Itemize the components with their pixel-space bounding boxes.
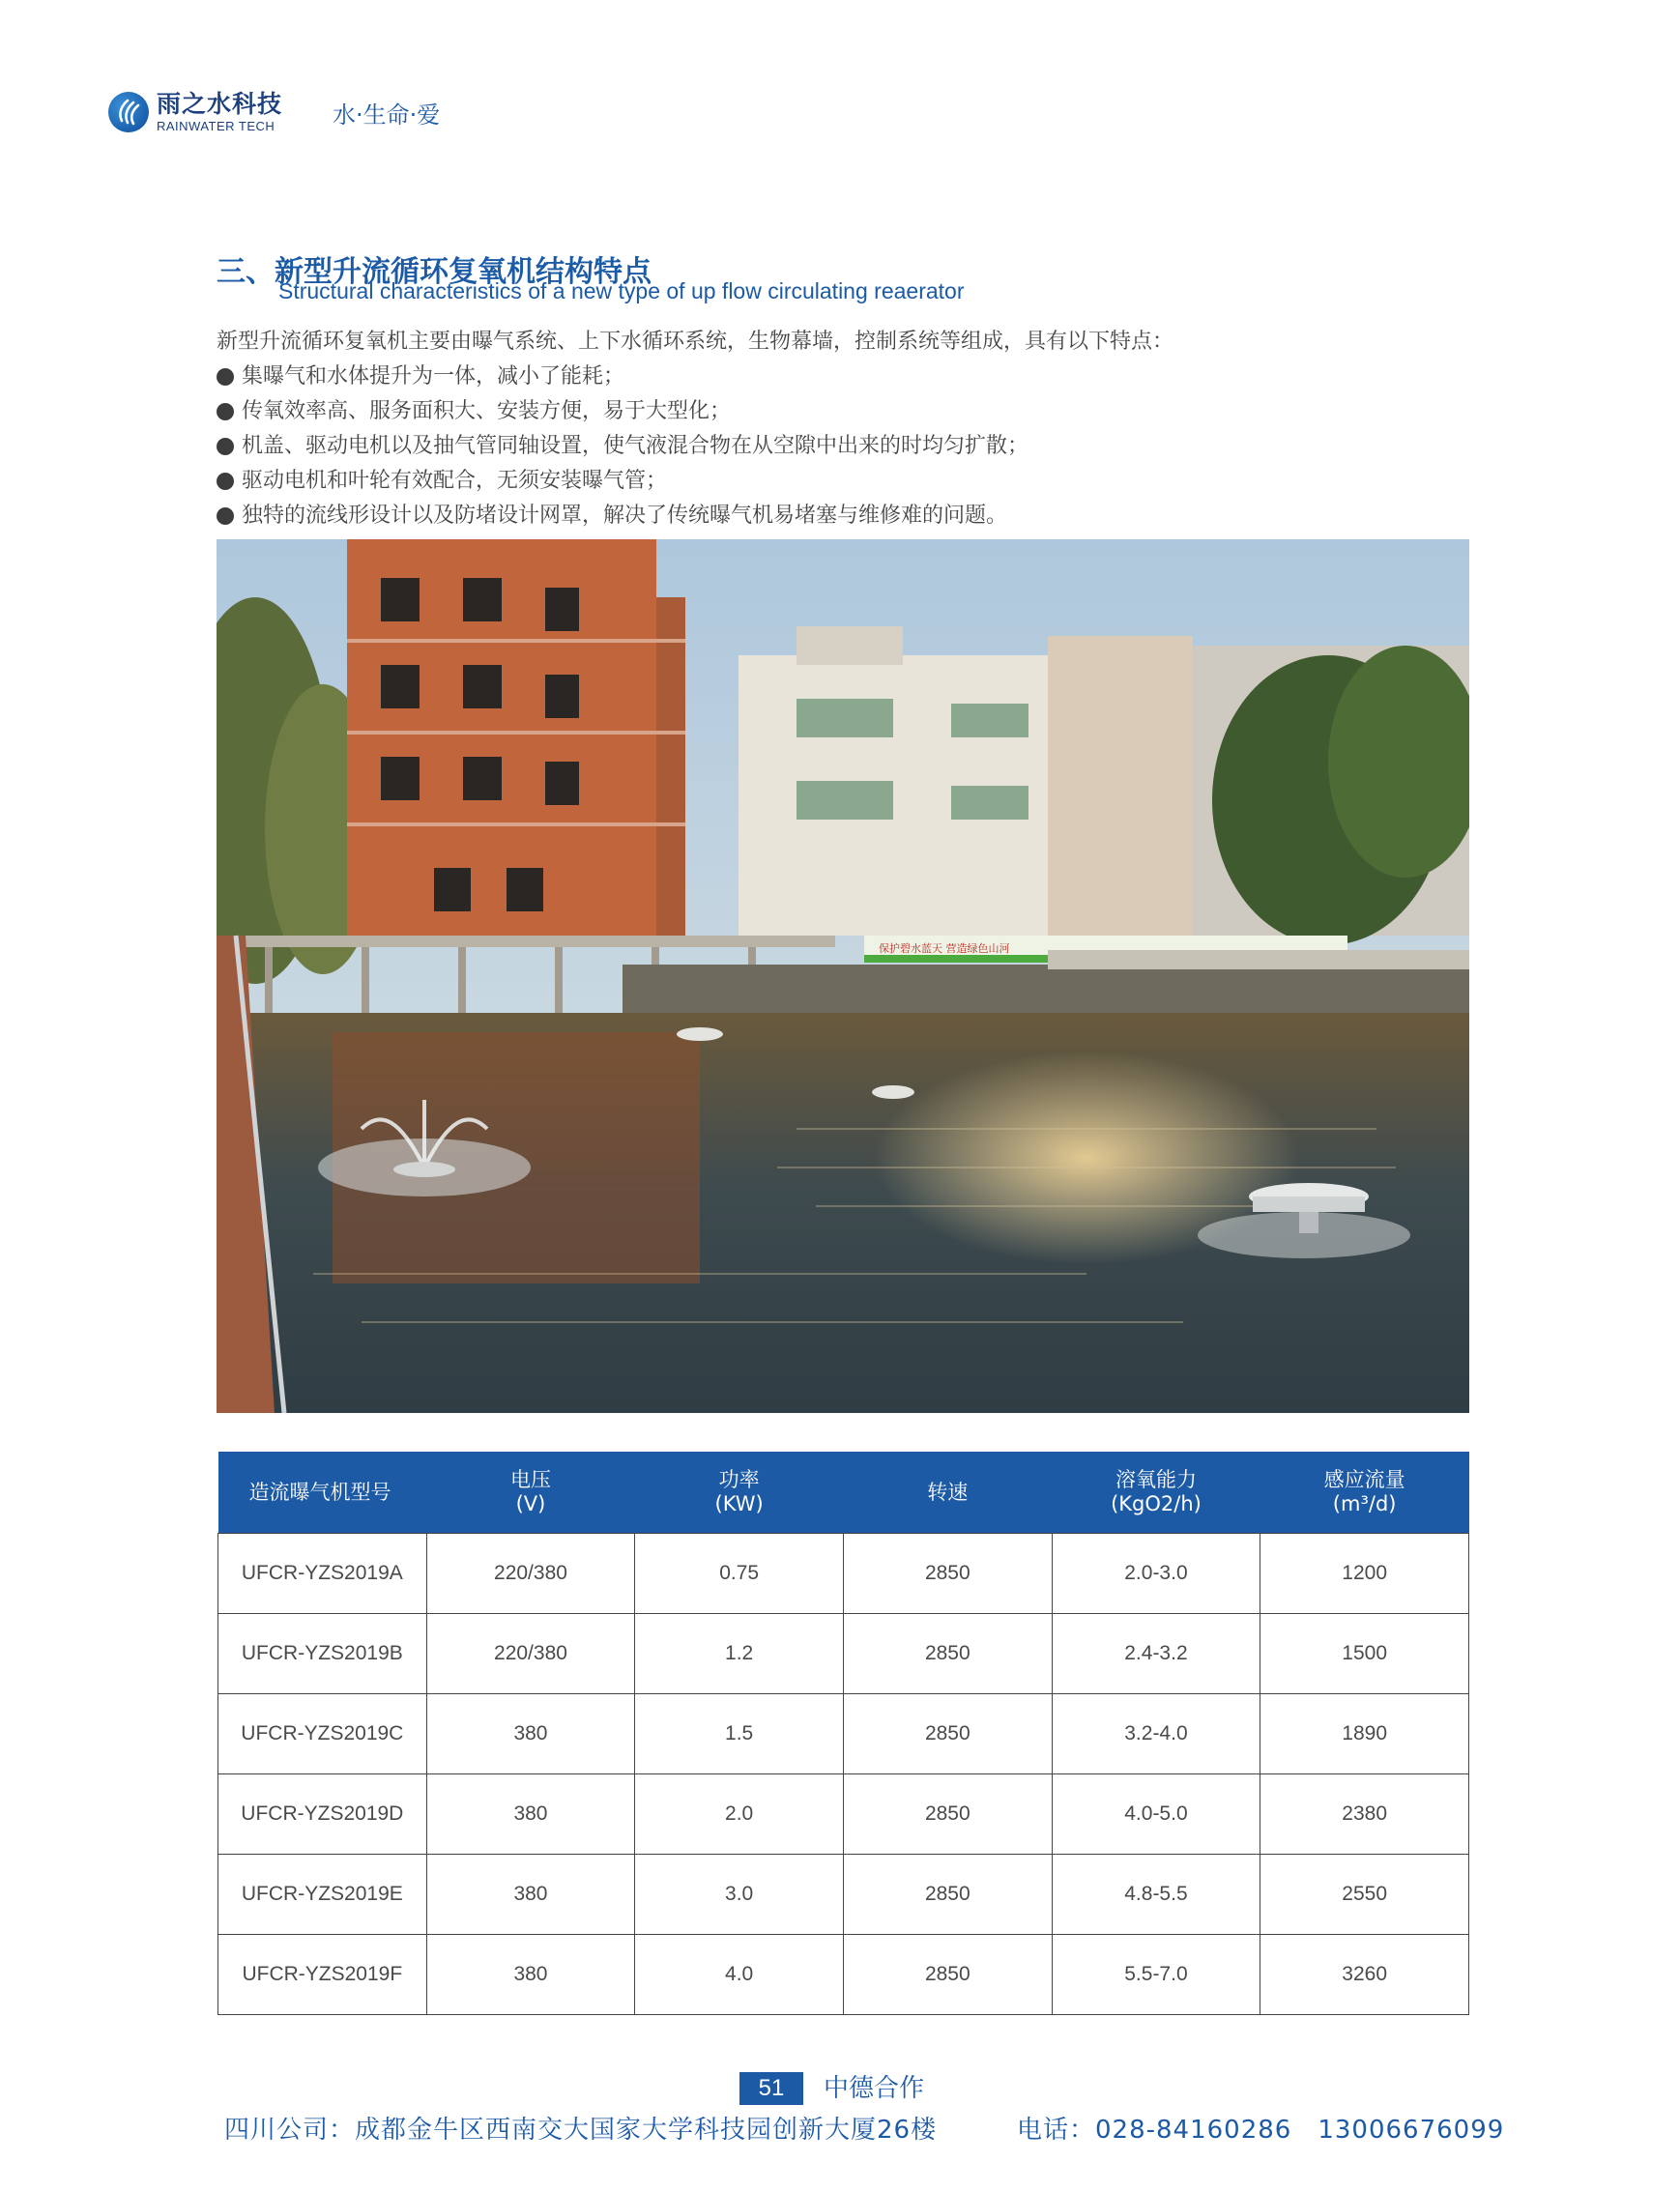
cell-oxygen-capacity: 5.5-7.0 — [1052, 1935, 1260, 2015]
list-item: 集曝气和水体提升为一体，减小了能耗； — [217, 360, 1028, 394]
cell-power: 3.0 — [635, 1855, 844, 1935]
list-item: 驱动电机和叶轮有效配合，无须安装曝气管； — [217, 464, 1028, 499]
table-row — [218, 1935, 1469, 2015]
page-label: 中德合作 — [824, 2074, 925, 2103]
cell-oxygen-capacity: 2.0-3.0 — [1052, 1534, 1260, 1614]
cell-power: 0.75 — [635, 1534, 844, 1614]
section-subtitle: Structural characteristics of a new type of up flow circulating reaerator — [278, 278, 965, 303]
bullet-icon — [217, 438, 234, 455]
cell-power: 1.5 — [635, 1694, 844, 1774]
cell-flow: 2380 — [1260, 1774, 1469, 1855]
spec-table — [217, 1452, 1469, 2015]
table-row — [218, 1774, 1469, 1855]
table-row — [218, 1534, 1469, 1614]
bullet-icon — [217, 403, 234, 420]
cell-speed: 2850 — [843, 1614, 1052, 1694]
page-number: 51 — [739, 2072, 803, 2105]
cell-power: 2.0 — [635, 1774, 844, 1855]
col-header-power: 功率 (KW) — [635, 1452, 844, 1534]
cell-speed: 2850 — [843, 1855, 1052, 1935]
col-header-flow: 感应流量 (m³/d) — [1260, 1452, 1469, 1534]
list-item: 独特的流线形设计以及防堵设计网罩，解决了传统曝气机易堵塞与维修难的问题。 — [217, 499, 1028, 533]
list-item: 传氧效率高、服务面积大、安装方便，易于大型化； — [217, 394, 1028, 429]
cell-flow: 2550 — [1260, 1855, 1469, 1935]
logo-name-en: RAINWATER TECH — [157, 119, 275, 133]
cell-flow: 1890 — [1260, 1694, 1469, 1774]
cell-power: 4.0 — [635, 1935, 844, 2015]
cell-oxygen-capacity: 4.0-5.0 — [1052, 1774, 1260, 1855]
cell-flow: 1500 — [1260, 1614, 1469, 1694]
cell-model: UFCR-YZS2019F — [218, 1935, 427, 2015]
bullet-icon — [217, 368, 234, 386]
pond-aerator-photo — [217, 539, 1469, 1413]
list-item: 机盖、驱动电机以及抽气管同轴设置，使气液混合物在从空隙中出来的时均匀扩散； — [217, 429, 1028, 464]
cell-oxygen-capacity: 4.8-5.5 — [1052, 1855, 1260, 1935]
feature-list — [217, 360, 1028, 533]
banner-text: 保护碧水蓝天 营造绿色山河 — [879, 942, 1010, 955]
cell-oxygen-capacity: 2.4-3.2 — [1052, 1614, 1260, 1694]
cell-voltage: 380 — [426, 1855, 635, 1935]
cell-flow: 1200 — [1260, 1534, 1469, 1614]
cell-model: UFCR-YZS2019E — [218, 1855, 427, 1935]
table-row — [218, 1855, 1469, 1935]
cell-oxygen-capacity: 3.2-4.0 — [1052, 1694, 1260, 1774]
cell-voltage: 380 — [426, 1935, 635, 2015]
cell-model: UFCR-YZS2019B — [218, 1614, 427, 1694]
cell-model: UFCR-YZS2019A — [218, 1534, 427, 1614]
cell-voltage: 220/380 — [426, 1534, 635, 1614]
cell-flow: 3260 — [1260, 1935, 1469, 2015]
col-header-voltage: 电压 (V) — [426, 1452, 635, 1534]
slogan: 水·生命·爱 — [333, 101, 441, 129]
table-row — [218, 1614, 1469, 1694]
footer-address: 四川公司：成都金牛区西南交大国家大学科技园创新大厦26楼 — [224, 2116, 938, 2145]
section-title: 三、新型升流循环复氧机结构特点 — [217, 255, 652, 289]
logo-text — [157, 92, 282, 132]
col-header-speed: 转速 — [843, 1452, 1052, 1534]
col-header-model: 造流曝气机型号 — [218, 1452, 427, 1534]
cell-voltage: 380 — [426, 1774, 635, 1855]
cell-power: 1.2 — [635, 1614, 844, 1694]
table-header-row — [218, 1452, 1469, 1534]
header — [108, 85, 440, 139]
cell-model: UFCR-YZS2019D — [218, 1774, 427, 1855]
cell-model: UFCR-YZS2019C — [218, 1694, 427, 1774]
bullet-icon — [217, 473, 234, 490]
cell-voltage: 380 — [426, 1694, 635, 1774]
cell-speed: 2850 — [843, 1935, 1052, 2015]
footer-phone: 电话：028-84160286 13006676099 — [1017, 2116, 1505, 2145]
bullet-icon — [217, 507, 234, 525]
logo-name-cn: 雨之水科技 — [157, 90, 283, 118]
water-drop-logo-icon — [108, 92, 149, 132]
cell-speed: 2850 — [843, 1774, 1052, 1855]
cell-speed: 2850 — [843, 1534, 1052, 1614]
cell-speed: 2850 — [843, 1694, 1052, 1774]
intro-paragraph: 新型升流循环复氧机主要由曝气系统、上下水循环系统，生物幕墙，控制系统等组成，具有以下特点： — [217, 330, 1174, 354]
table-row — [218, 1694, 1469, 1774]
col-header-oxygen-capacity: 溶氧能力 (KgO2/h) — [1052, 1452, 1260, 1534]
cell-voltage: 220/380 — [426, 1614, 635, 1694]
